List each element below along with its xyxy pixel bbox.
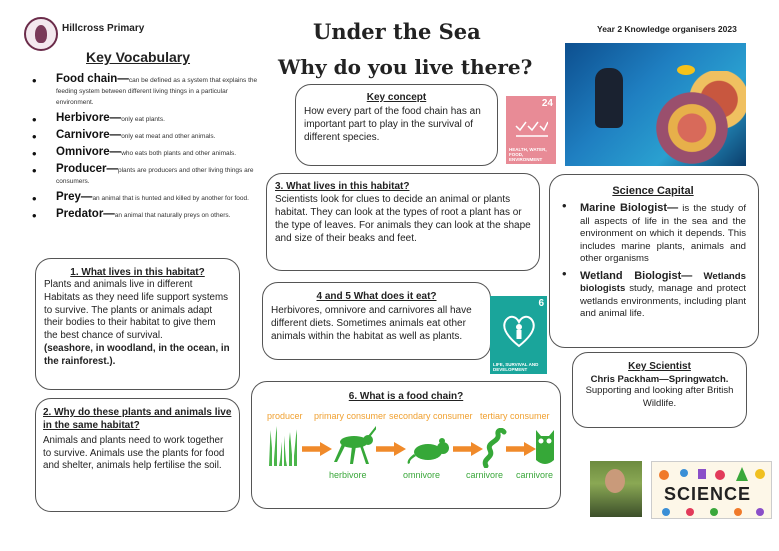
sdg-6-number: 6 — [538, 298, 544, 309]
key-scientist-name: Chris Packham—Springwatch. — [590, 374, 729, 385]
owl-icon — [532, 426, 558, 468]
science-logo — [651, 461, 772, 519]
habitat-clues-box — [266, 173, 540, 271]
vocab-term: Food chain— — [56, 73, 129, 85]
key-scientist-box — [572, 352, 747, 428]
vocab-item — [32, 130, 267, 142]
arrow-icon — [302, 442, 332, 456]
chain-label-primary: primary consumer — [314, 411, 387, 421]
vocab-def: only eat plants. — [121, 116, 165, 123]
vocab-heading: Key Vocabulary — [86, 49, 191, 65]
food-chain-heading: 6. What is a food chain? — [348, 391, 464, 402]
chain-role-carnivore: carnivore — [466, 470, 504, 480]
vocab-term: Carnivore— — [56, 129, 122, 141]
vocab-def: an animal that is hunted and killed by another for food. — [92, 195, 249, 202]
habitat-heading: 1. What lives in this habitat? — [70, 267, 205, 278]
same-habitat-text: Animals and plants need to work together to survive. Animals use the plants for food and shelter, animals help fertilise the soil. — [43, 435, 225, 472]
vocab-def: plants are producers and other living things are consumers. — [56, 167, 254, 185]
habitat-text: Plants and animals live in different Habitats as they need life support systems to survive. The plants or animals adapt their bodies to their habitat to give them the best chance of survival. — [44, 279, 229, 342]
vocab-def: an animal that naturally preys on others. — [114, 212, 231, 219]
vocab-def: can be defined as a system that explains the feeding system between different living things in a particular environment. — [56, 77, 258, 106]
science-capital-heading: Science Capital — [612, 185, 694, 197]
year-label: Year 2 Knowledge organisers 2023 — [597, 24, 737, 34]
vocab-term: Prey— — [56, 191, 93, 203]
mouse-icon — [406, 434, 454, 464]
key-concept-box — [295, 84, 498, 166]
chain-label-producer: producer — [267, 411, 303, 421]
heart-family-icon — [500, 312, 538, 348]
vocab-item — [32, 209, 267, 221]
snake-icon — [480, 428, 510, 468]
key-scientist-text: Supporting and looking after British Wildlife. — [585, 385, 734, 409]
sdg-6-label: LIFE, SURVIVAL AND DEVELOPMENT — [493, 362, 539, 372]
science-capital-text: is the study of all aspects of life in the sea and the environment on which it depends. This includes marine plants, animals and other organisms — [580, 203, 746, 264]
key-scientist-heading: Key Scientist — [628, 361, 691, 372]
same-habitat-box — [35, 398, 240, 512]
chain-role-omnivore: omnivore — [403, 470, 441, 480]
diet-heading: 4 and 5 What does it eat? — [316, 291, 437, 302]
school-logo — [24, 17, 58, 51]
key-concept-heading: Key concept — [366, 92, 427, 103]
vocab-list — [32, 74, 267, 226]
sdg-6-badge — [490, 296, 547, 374]
vocab-def: only eat meat and other animals. — [121, 133, 216, 140]
diver-photo — [565, 43, 746, 166]
bullet: • — [562, 265, 567, 281]
vocab-term: Producer— — [56, 163, 118, 175]
coral-shape — [656, 71, 746, 166]
science-capital-term: Marine Biologist— — [580, 202, 679, 214]
page-title: Under the Sea — [313, 19, 481, 44]
vocab-term: Omnivore— — [56, 146, 122, 158]
vocab-term: Herbivore— — [56, 112, 122, 124]
chain-label-tertiary: tertiary consumer — [480, 411, 550, 421]
science-capital-term: Wetland Biologist— — [580, 269, 693, 282]
vocab-def: who eats both plants and other animals. — [121, 150, 237, 157]
science-capital-text: study, manage and protect wetlands environments, including plant and animal life. — [580, 283, 746, 319]
habitat-clues-heading: 3. What lives in this habitat? — [275, 181, 410, 192]
grass-icon — [269, 426, 299, 466]
science-doodles-bottom-icon — [656, 506, 768, 518]
arrow-icon — [376, 442, 406, 456]
key-concept-text: How every part of the food chain has an important part to play in the survival of different species. — [304, 106, 481, 143]
vocab-term: Predator— — [56, 208, 115, 220]
sdg-24-label: HEALTH, WATER, FOOD, ENVIRONMENT — [509, 147, 547, 162]
vocab-item — [32, 164, 267, 187]
sdg-24-number: 24 — [541, 98, 553, 109]
science-logo-text: SCIENCE — [664, 484, 752, 504]
chain-role-herbivore: herbivore — [329, 470, 367, 480]
diet-box — [262, 282, 491, 360]
chain-label-secondary: secondary consumer — [389, 411, 473, 421]
habitat-examples: (seashore, in woodland, in the ocean, in the rainforest.). — [44, 342, 230, 367]
vocab-item — [32, 147, 267, 159]
school-name: Hillcross Primary — [62, 23, 145, 34]
science-capital-item — [560, 265, 746, 321]
sdg-24-badge — [506, 96, 556, 164]
diver-shape — [595, 68, 623, 128]
food-chain-box — [251, 381, 561, 509]
grasshopper-icon — [332, 424, 376, 468]
habitat-box — [35, 258, 240, 390]
checklist-icon — [514, 116, 548, 138]
science-capital-bold: Wetlands biologists — [580, 270, 746, 294]
chris-packham-photo — [590, 461, 642, 517]
vocab-item — [32, 74, 267, 108]
science-capital-box — [549, 174, 759, 348]
science-doodles-icon — [656, 465, 768, 485]
vocab-item — [32, 192, 267, 204]
arrow-icon — [453, 442, 483, 456]
chain-role-carnivore-2: carnivore — [516, 470, 554, 480]
vocab-item — [32, 113, 267, 125]
habitat-clues-text: Scientists look for clues to decide an animal or plants habitat. They can look at the types of root a plant has or the type of leaves. For animals they can look at the shape and size of their beaks and feet. — [275, 194, 531, 244]
diet-text: Herbivores, omnivore and carnivores all have different diets. Sometimes animals eat other animals within the habitat as well as plants. — [271, 305, 472, 342]
bullet: • — [562, 198, 567, 213]
same-habitat-heading: 2. Why do these plants and animals live in the same habitat? — [43, 407, 232, 431]
science-capital-item — [560, 198, 746, 266]
page-subtitle: Why do you live there? — [278, 55, 533, 79]
